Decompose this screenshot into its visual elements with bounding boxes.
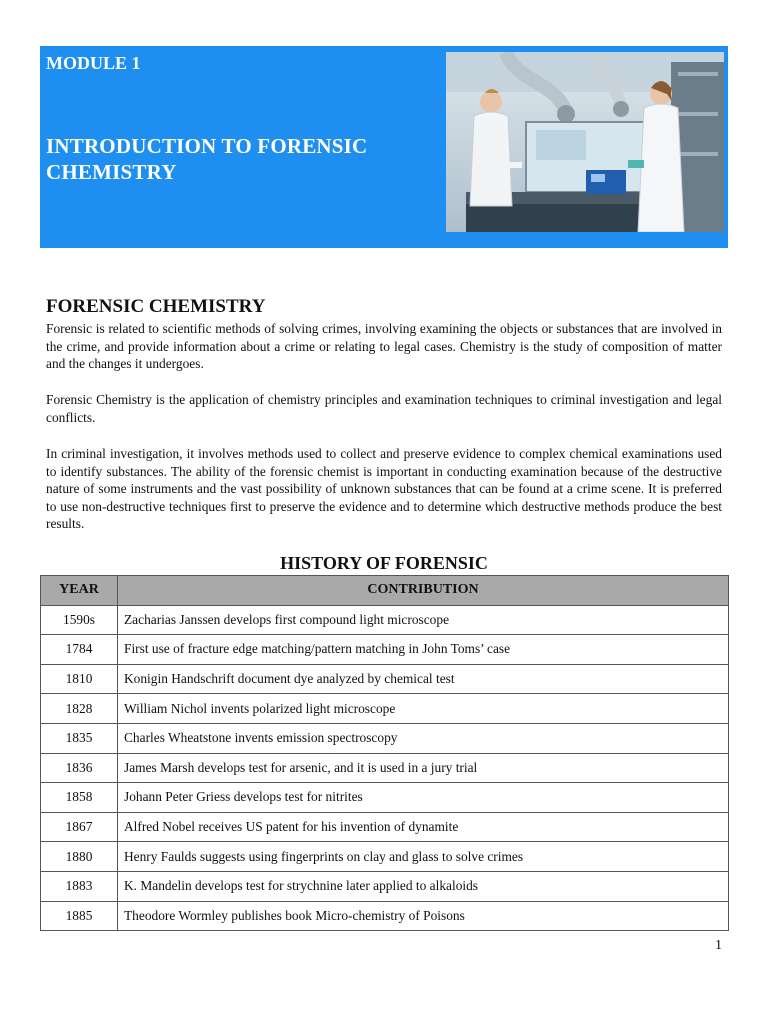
year-cell: 1810 [41,664,118,694]
year-cell: 1590s [41,605,118,635]
table-row [41,664,729,694]
year-cell: 1885 [41,901,118,931]
module-banner [40,46,728,248]
header-year: YEAR [41,576,118,606]
table-row [41,635,729,665]
year-cell: 1784 [41,635,118,665]
contribution-cell: Konigin Handschrift document dye analyzed by chemical test [118,664,729,694]
year-cell: 1883 [41,871,118,901]
table-row [41,753,729,783]
paragraph-criminal-investigation: In criminal investigation, it involves methods used to collect and preserve evidence to complex chemical examinations used to identify substances. The ability of the forensic chemist is important in conducting examination because of the destructive nature of some instruments and the vast possibility of unknown substances that can be found at a crime scene. It is preferred to use non-destructive techniques first to preserve the evidence and to determine which destructive methods produce the best results. [46,446,722,532]
table-row [41,723,729,753]
table-row [41,694,729,724]
module-label: MODULE 1 [46,53,141,73]
year-cell: 1858 [41,783,118,813]
year-cell: 1867 [41,812,118,842]
history-title: HISTORY OF FORENSIC [280,553,488,573]
contribution-cell: Alfred Nobel receives US patent for his invention of dynamite [118,812,729,842]
table-row [41,812,729,842]
contribution-cell: First use of fracture edge matching/pattern matching in John Toms’ case [118,635,729,665]
contribution-cell: Theodore Wormley publishes book Micro-chemistry of Poisons [118,901,729,931]
contribution-cell: James Marsh develops test for arsenic, and it is used in a jury trial [118,753,729,783]
lab-photo [446,52,724,232]
contribution-cell: Johann Peter Griess develops test for nitrites [118,783,729,813]
contribution-cell: Zacharias Janssen develops first compound light microscope [118,605,729,635]
page-number: 1 [715,938,722,953]
table-row [41,605,729,635]
table-row [41,842,729,872]
table-header-row [41,576,729,606]
module-title: INTRODUCTION TO FORENSIC CHEMISTRY [46,134,368,184]
contribution-cell: William Nichol invents polarized light microscope [118,694,729,724]
paragraph-forensic-chemistry: Forensic Chemistry is the application of chemistry principles and examination techniques to criminal investigation and legal conflicts. [46,392,722,425]
section-heading: FORENSIC CHEMISTRY [46,296,266,317]
contribution-cell: Henry Faulds suggests using fingerprints on clay and glass to solve crimes [118,842,729,872]
year-cell: 1880 [41,842,118,872]
year-cell: 1828 [41,694,118,724]
header-contribution: CONTRIBUTION [118,576,729,606]
year-cell: 1836 [41,753,118,783]
history-table [40,575,729,931]
contribution-cell: Charles Wheatstone invents emission spectroscopy [118,723,729,753]
year-cell: 1835 [41,723,118,753]
table-row [41,901,729,931]
paragraph-definition: Forensic is related to scientific methods of solving crimes, involving examining the objects or substances that are involved in the crime, and provide information about a crime or relating to legal cases. Chemistry is the study of composition of matter and the changes it undergoes. [46,321,722,372]
table-row [41,871,729,901]
contribution-cell: K. Mandelin develops test for strychnine later applied to alkaloids [118,871,729,901]
table-row [41,783,729,813]
